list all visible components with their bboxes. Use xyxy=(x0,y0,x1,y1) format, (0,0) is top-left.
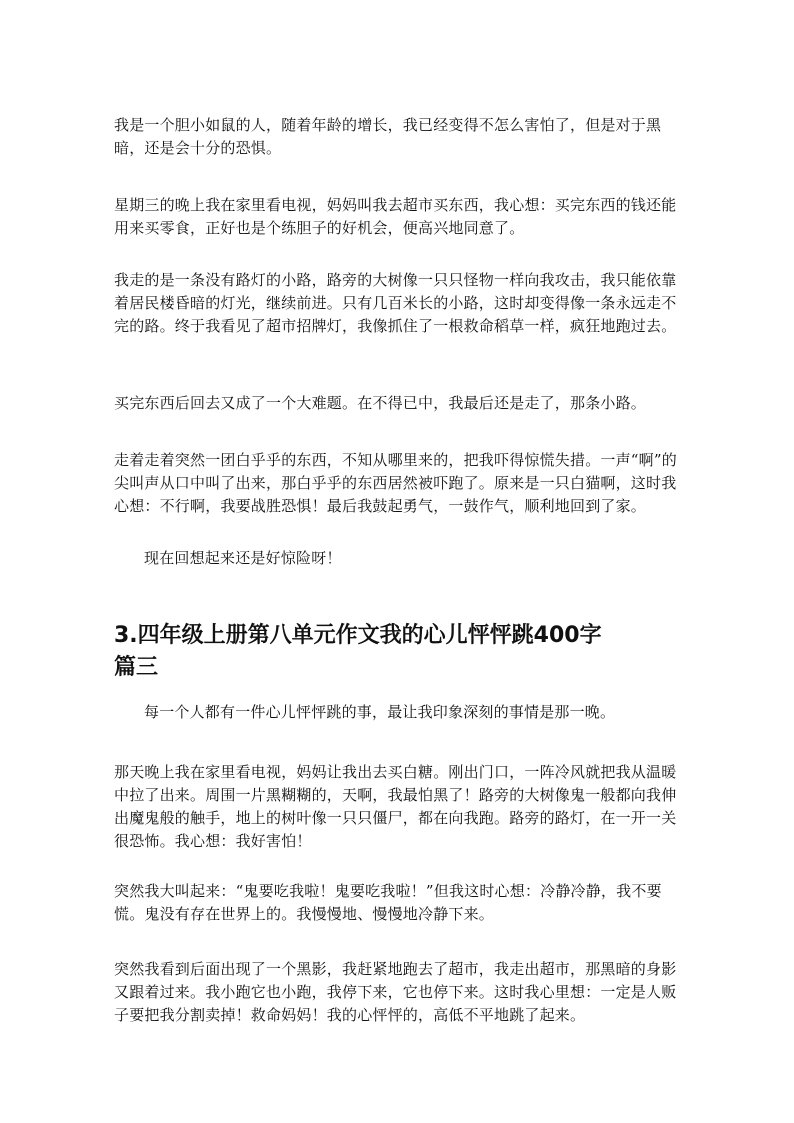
paragraph-dark-road: 我走的是一条没有路灯的小路，路旁的大树像一只只怪物一样向我攻击，我只能依靠着居民楼昏暗的灯光，继续前进。只有几百米长的小路，这时却变得像一条永远走不完的路。终于我看见了超市招牌灯，我像抓住了一根救命稻草一样，疯狂地跑过去。 xyxy=(114,271,677,335)
paragraph-wednesday-errand: 星期三的晚上我在家里看电视，妈妈叫我去超市买东西，我心想：买完东西的钱还能用来买零食，正好也是个练胆子的好机会，便高兴地同意了。 xyxy=(114,196,677,237)
section-heading xyxy=(114,620,680,684)
section-heading-line1: 3.四年级上册第八单元作文我的心儿怦怦跳400字 xyxy=(114,623,602,648)
paragraph-night-out: 那天晚上我在家里看电视，妈妈让我出去买白糖。刚出门口，一阵冷风就把我从温暖中拉了出来。周围一片黑糊糊的，天啊，我最怕黑了！路旁的大树像鬼一般都向我伸出魔鬼般的触手，地上的树叶像一只只僵尸，都在向我跑。路旁的路灯，在一开一关很恐怖。我心想：我好害怕！ xyxy=(114,763,677,850)
paragraph-white-cat: 走着走着突然一团白乎乎的东西，不知从哪里来的，把我吓得惊慌失措。一声“啊”的尖叫声从口中叫了出来，那白乎乎的东西居然被吓跑了。原来是一只白猫啊，这时我心想：不行啊，我要战胜恐惧！最后我鼓起勇气，一鼓作气，顺利地回到了家。 xyxy=(114,451,677,515)
paragraph-timid: 我是一个胆小如鼠的人，随着年龄的增长，我已经变得不怎么害怕了，但是对于黑暗，还是会十分的恐惧。 xyxy=(114,116,662,157)
section-heading-line2: 篇三 xyxy=(114,655,159,680)
paragraph-shadow: 突然我看到后面出现了一个黑影，我赶紧地跑去了超市，我走出超市，那黑暗的身影又跟着过来。我小跑它也小跑，我停下来，它也停下来。这时我心里想：一定是人贩子要把我分割卖掉！救命妈妈！我的心怦怦的，高低不平地跳了起来。 xyxy=(114,960,677,1024)
paragraph-return-trip: 买完东西后回去又成了一个大难题。在不得已中，我最后还是走了，那条小路。 xyxy=(114,394,647,412)
paragraph-recollection: 现在回想起来还是好惊险呀！ xyxy=(144,549,342,567)
paragraph-scream: 突然我大叫起来：“鬼要吃我啦！鬼要吃我啦！”但我这时心想：冷静冷静，我不要慌。鬼没有存在世界上的。我慢慢地、慢慢地冷静下来。 xyxy=(114,882,662,923)
paragraph-intro: 每一个人都有一件心儿怦怦跳的事，最让我印象深刻的事情是那一晚。 xyxy=(144,703,616,721)
